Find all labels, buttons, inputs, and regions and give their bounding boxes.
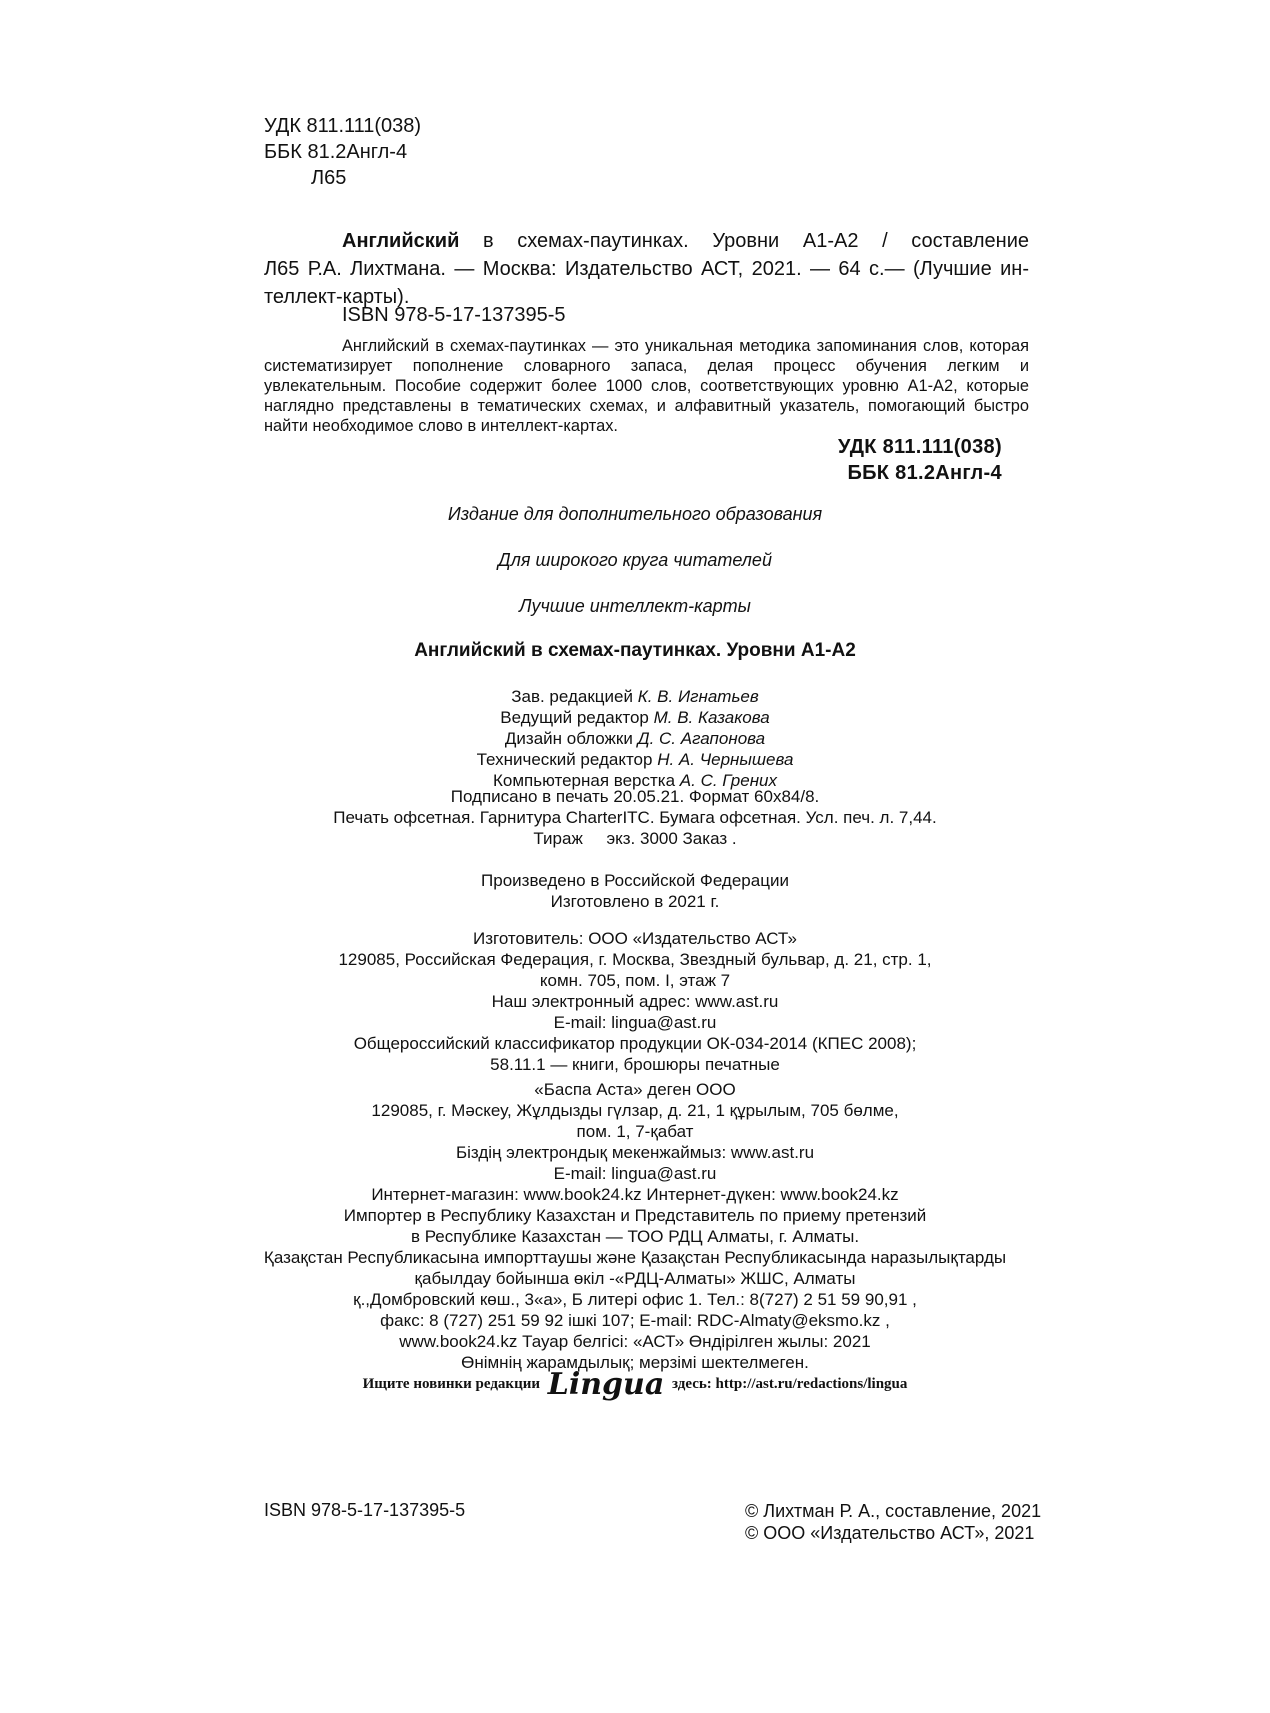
staff-name: М. В. Казакова bbox=[653, 708, 770, 727]
edition-type: Издание для дополнительного образования bbox=[447, 504, 823, 524]
biblio-line-1-rest: в схемах-паутинках. Уровни А1-А2 / составление bbox=[459, 230, 1029, 252]
bbk-code: ББК 81.2Англ-4 bbox=[264, 141, 408, 163]
udk-code: УДК 811.111(038) bbox=[264, 115, 422, 137]
production-info bbox=[0, 870, 1270, 912]
lingua-logo: Lingua bbox=[547, 1367, 665, 1402]
staff-line bbox=[0, 728, 1270, 749]
staff-name: А. С. Грених bbox=[679, 771, 778, 790]
biblio-line-2-text: Р.А. Лихтмана. — Москва: Издательство АСТ, 2021. — 64 с.— (Лучшие ин- bbox=[299, 258, 1029, 280]
biblio-title-bold: Английский bbox=[342, 230, 460, 252]
staff-role: Ведущий редактор bbox=[500, 708, 654, 727]
book-title: Английский в схемах-паутинках. Уровни А1-А2 bbox=[414, 640, 856, 661]
manufacturer-line: E-mail: lingua@ast.ru bbox=[553, 1013, 717, 1032]
made-in-line: Изготовлено в 2021 г. bbox=[550, 892, 720, 911]
print-info-line: Подписано в печать 20.05.21. Формат 60x84/8. bbox=[450, 787, 820, 806]
staff-role: Зав. редакцией bbox=[511, 687, 638, 706]
print-info-line: Печать офсетная. Гарнитура CharterITC. Бумага офсетная. Усл. печ. л. 7,44. bbox=[333, 808, 937, 827]
copyright-line: © Лихтман Р. А., составление, 2021 bbox=[745, 1501, 1042, 1521]
staff-name: К. В. Игнатьев bbox=[637, 687, 759, 706]
bibliographic-record bbox=[264, 227, 1029, 311]
lingua-promo-line bbox=[0, 1367, 1270, 1402]
kz-line: қабылдау бойынша өкіл -«РДЦ-Алматы» ЖШС, Алматы bbox=[414, 1269, 856, 1288]
bbk-code-right: ББК 81.2Англ-4 bbox=[847, 462, 1002, 484]
manufacturer-line: Изготовитель: ООО «Издательство АСТ» bbox=[472, 929, 798, 948]
isbn-record: ISBN 978-5-17-137395-5 bbox=[342, 304, 566, 326]
manufacturer-line: Общероссийский классификатор продукции ОК-034-2014 (КПЕС 2008); bbox=[353, 1034, 917, 1053]
kz-line: қ.,Домбровский көш., 3«а», Б литері офис 1. Тел.: 8(727) 2 51 59 90,91 , bbox=[353, 1290, 917, 1309]
kz-line: Импортер в Республику Казахстан и Представитель по приему претензий bbox=[343, 1206, 927, 1225]
kz-line: в Республике Казахстан — ТОО РДЦ Алматы, г. Алматы. bbox=[410, 1227, 860, 1246]
staff-line bbox=[0, 749, 1270, 770]
manufacturer-line: Наш электронный адрес: www.ast.ru bbox=[491, 992, 779, 1011]
kz-line: Өнімнің жарамдылық; мерзімі шектелмеген. bbox=[461, 1353, 809, 1372]
staff-line bbox=[0, 707, 1270, 728]
made-in-line: Произведено в Российской Федерации bbox=[481, 871, 789, 890]
annotation-text: Английский в схемах-паутинках — это уникальная методика запоминания слов, которая систематизирует пополнение словарного запаса, делая процесс обучения легким и увлекательным. Пособие содержит более 1000 слов, соответствующих уровню А1-А2, которые наглядно представлены в тематических схемах, и алфавитный указатель, помогающий быстро найти необходимое слово в интеллект-картах. bbox=[264, 337, 1029, 435]
copyright-block bbox=[745, 1500, 1041, 1544]
udk-bbk-right-block bbox=[838, 434, 1002, 486]
biblio-line-1 bbox=[264, 227, 1029, 255]
kz-line: «Баспа Аста» деген ООО bbox=[534, 1080, 736, 1099]
kz-line: 129085, г. Мәскеу, Жұлдызды гүлзар, д. 21, 1 құрылым, 705 бөлме, bbox=[371, 1101, 899, 1120]
kz-line: Біздің электрондық мекенжаймыз: www.ast.ru bbox=[455, 1143, 815, 1162]
copyright-line: © ООО «Издательство АСТ», 2021 bbox=[745, 1523, 1035, 1543]
staff-role: Компьютерная верстка bbox=[492, 771, 680, 790]
editorial-staff bbox=[0, 686, 1270, 791]
biblio-line-2 bbox=[264, 255, 1029, 283]
udk-code-right: УДК 811.111(038) bbox=[838, 436, 1002, 458]
staff-name: Н. А. Чернышева bbox=[657, 750, 794, 769]
biblio-author-mark: Л65 bbox=[264, 258, 300, 280]
lingua-promo-suffix: здесь: http://ast.ru/redactions/lingua bbox=[672, 1376, 908, 1392]
print-info bbox=[0, 786, 1270, 849]
staff-name: Д. С. Агапонова bbox=[637, 729, 766, 748]
kz-line: www.book24.kz Тауар белгісі: «АСТ» Өндірілген жылы: 2021 bbox=[399, 1332, 871, 1351]
kz-line: факс: 8 (727) 251 59 92 ішкі 107; E-mail: RDC-Almaty@eksmo.kz , bbox=[380, 1311, 890, 1330]
isbn-bottom: ISBN 978-5-17-137395-5 bbox=[264, 1500, 466, 1520]
top-classification-codes bbox=[264, 113, 421, 191]
annotation bbox=[264, 336, 1029, 436]
series-name: Лучшие интеллект-карты bbox=[519, 596, 751, 616]
kz-line: пом. 1, 7-қабат bbox=[576, 1122, 694, 1141]
kazakhstan-info bbox=[0, 1079, 1270, 1373]
lingua-promo-prefix: Ищите новинки редакции bbox=[362, 1376, 540, 1392]
manufacturer-line: 58.11.1 — книги, брошюры печатные bbox=[490, 1055, 780, 1074]
biblio-line-3: теллект-карты). bbox=[264, 286, 410, 308]
staff-line bbox=[0, 686, 1270, 707]
print-info-line: Тираж экз. 3000 Заказ . bbox=[533, 829, 737, 848]
kz-line: Интернет-магазин: www.book24.kz Интернет-дүкен: www.book24.kz bbox=[371, 1185, 899, 1204]
readers-note: Для широкого круга читателей bbox=[498, 550, 772, 570]
staff-role: Дизайн обложки bbox=[504, 729, 638, 748]
kz-line: E-mail: lingua@ast.ru bbox=[553, 1164, 717, 1183]
manufacturer-line: комн. 705, пом. I, этаж 7 bbox=[539, 971, 731, 990]
manufacturer-info bbox=[0, 928, 1270, 1075]
manufacturer-line: 129085, Российская Федерация, г. Москва, Звездный бульвар, д. 21, стр. 1, bbox=[338, 950, 932, 969]
staff-role: Технический редактор bbox=[476, 750, 658, 769]
kz-line: Қазақстан Республикасына импорттаушы және Қазақстан Республикасында наразылықтарды bbox=[263, 1248, 1007, 1267]
author-mark: Л65 bbox=[311, 167, 347, 189]
